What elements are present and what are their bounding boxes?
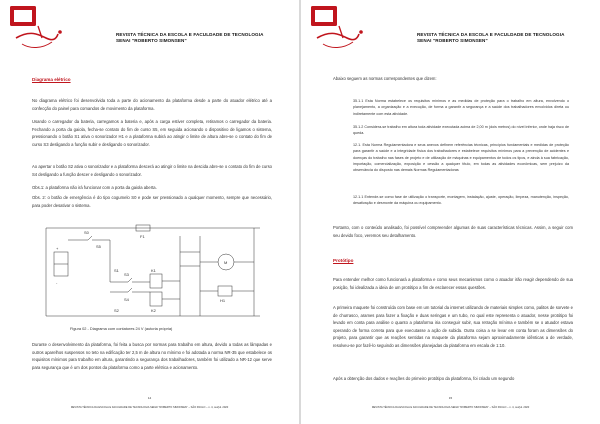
page-footer: REVISTA TÉCNICA DA ESCOLA E FACULDADE DE TECNOLOGIA SENAI "ROBERTO SIMONSEN" – SÃO PAULO – n. 4, out/jul. 2020 xyxy=(70,406,229,409)
section-title-prototipo: Protótipo xyxy=(333,258,354,263)
institution-line-1: REVISTA TÉCNICA DA ESCOLA E FACULDADE DE TECNOLOGIA xyxy=(417,32,565,37)
diagram-label: K1 xyxy=(151,268,156,273)
diagram-label: M xyxy=(224,260,228,265)
section-title-diagrama: Diagrama elétrico xyxy=(32,77,71,82)
electrical-diagram xyxy=(40,222,265,322)
diagram-label: S4 xyxy=(124,297,129,302)
paragraph-intro: Abaixo seguem as normas correspondentes que dizem: xyxy=(333,76,437,81)
diagram-label: K2 xyxy=(151,308,156,313)
paragraph: A primeira maquete foi construída com base em um tutorial da internet utilizando de materiais simples como, palitos de sorvete e de churrasco, arames para fazer a fixação e duas seringas e um tubo, no qual este representa o atuador, nesse protótipo foi levado em conta para análise o quanto a plataforma iria conseguir subir, sua retração mínima e também se o atuador estava operando de forma correta para que executasse a ação de subida. Outra coisa a se levar em conta foram as dimensões do projeto, para garantir que as reações sentidas na maquete da plataforma sejam aproximadamente idênticas a de verdade, resolveu-se por fazê-lo seguindo as dimensões planejadas da plataforma em escala de 1:10. xyxy=(333,305,573,348)
diagram-label: F1 xyxy=(140,234,145,239)
norm-quote: 35.1.1 Esta Norma estabelece os requisitos mínimos e as medidas de proteção para o trabalho em altura, envolvendo o planejamento, a organização e a execução, de forma a garantir a segurança e a saúde dos trabalhadores envolvidos direta ou indiretamente com esta atividade. xyxy=(353,99,569,116)
diagram-label: S1 xyxy=(114,268,119,273)
institution-line-2: SENAI "ROBERTO SIMONSEN" xyxy=(417,37,488,43)
institution-line-1: REVISTA TÉCNICA DA ESCOLA E FACULDADE DE TECNOLOGIA xyxy=(116,32,264,37)
paragraph: Para entender melhor como funcionará a plataforma e como seus mecanismos como o atuador irão reagir dependendo de sua posição, foi idealizada a ideia de um protótipo a fim de esclarecer essas questões. xyxy=(333,277,573,290)
paragraph: Usando o carregador da bateria, carregamos a bateria e, após a carga estiver completa, retiramos o carregador da bateria. Fechando a porta da gaiola, fecha-se contato do fim de curso S5, em seguida acionando o dispositivo de ligamos o sistema, pressionando o botão S1 ativa o sonorizador H1 e a plataforma subirá ao atingir o limite de altura abre-se o contato do fim de curso S3 desligando a função subir e desligando o sonorizador. xyxy=(32,119,272,147)
diagram-label: S2 xyxy=(114,308,119,313)
paragraph: Ao apertar o botão S2 ativa o sonorizador e a plataforma descerá ao atingir o limite na descida abre-se o contato do fim de curso S4 desligando a função descer e desligando o sonorizador. xyxy=(32,164,272,177)
senai-logo-icon xyxy=(8,4,74,54)
institution-line-2: SENAI "ROBERTO SIMONSEN" xyxy=(116,37,187,43)
paragraph: No diagrama elétrico foi desenvolvida toda a parte do acionamento da plataforma desde a parte do atuador elétrico até a confecção do painel para comandos de movimento da plataforma. xyxy=(32,98,272,111)
paragraph: Durante o desenvolvimento da plataforma, foi feita a busca por normas para trabalho em altura, devido a todas as lâmpadas e outros aparelhos suspensos no teto na edificação ter 2,5 m de altura no mínimo e foi adotada a norma NR-35 que estabelece os requisitos mínimos para trabalho em altura, garantindo a segurança dos trabalhadores, também foi utilizado a NR-12 que serve para segurança que é um dos pontos da plataforma como a parte elétrica e acionamento. xyxy=(32,342,272,370)
norm-quote: 12.1.1 Entende-se como fase de utilização o transporte, montagem, instalação, ajuste, operação, limpeza, manutenção, inspeção, desativação e desmonte da máquina ou equipamento. xyxy=(353,195,569,206)
diagram-label: S5 xyxy=(96,244,101,249)
diagram-label: S0 xyxy=(84,230,89,235)
institution-header xyxy=(116,32,264,43)
paragraph-conclusion: Portanto, com o conteúdo analisado, foi possível compreender algumas de suas características técnicas. Assim, a seguir com seu devido foco, veremos seu detalhamento. xyxy=(333,225,573,238)
paragraph: Obs.1: a plataforma não irá funcionar com a porta da gaiola aberta. xyxy=(32,185,157,190)
figure-caption: Figura 02 - Diagrama com contatores 24 V (autoria própria) xyxy=(70,326,173,331)
diagram-label: + xyxy=(56,246,59,251)
senai-logo-icon xyxy=(309,4,375,54)
left-page xyxy=(0,0,299,424)
right-page xyxy=(301,0,600,424)
page-footer: REVISTA TÉCNICA DA ESCOLA E FACULDADE DE TECNOLOGIA SENAI "ROBERTO SIMONSEN" – SÃO PAULO – n. 4, out/jul. 2020 xyxy=(371,406,530,409)
page-number: 15 xyxy=(448,396,453,400)
page-number: 14 xyxy=(147,396,152,400)
norm-quote: 35.1.2 Considera-se trabalho em altura toda atividade executada acima de 2,00 m (dois metros) do nível inferior, onde haja risco de queda. xyxy=(353,125,569,136)
norm-quote: 12.1. Esta Norma Regulamentadora e seus anexos definem referências técnicas, princípios fundamentais e medidas de proteção para garantir a saúde e a integridade física dos trabalhadores e estabelece requisitos mínimos para a prevenção de acidentes e doenças do trabalho nas fases de projeto e de utilização de máquinas e equipamentos de todos os tipos, e ainda à sua fabricação, importação, comercialização, exposição e cessão a qualquer título, em todas as atividades econômicas, sem prejuízo da observância do disposto nas demais Normas Regulamentadoras xyxy=(353,143,569,173)
diagram-label: H1 xyxy=(220,298,226,303)
paragraph: Após a obtenção dos dados e reações do primeiro protótipo da plataforma, foi criado um segundo xyxy=(333,376,515,381)
institution-header xyxy=(417,32,565,43)
diagram-label: - xyxy=(56,280,58,285)
paragraph: Obs. 2: o botão de emergência é do tipo cogumelo S0 e pode ser pressionado a qualquer momento, sempre que necessário, para poder desativar o sistema. xyxy=(32,195,272,208)
diagram-label: S3 xyxy=(124,272,129,277)
